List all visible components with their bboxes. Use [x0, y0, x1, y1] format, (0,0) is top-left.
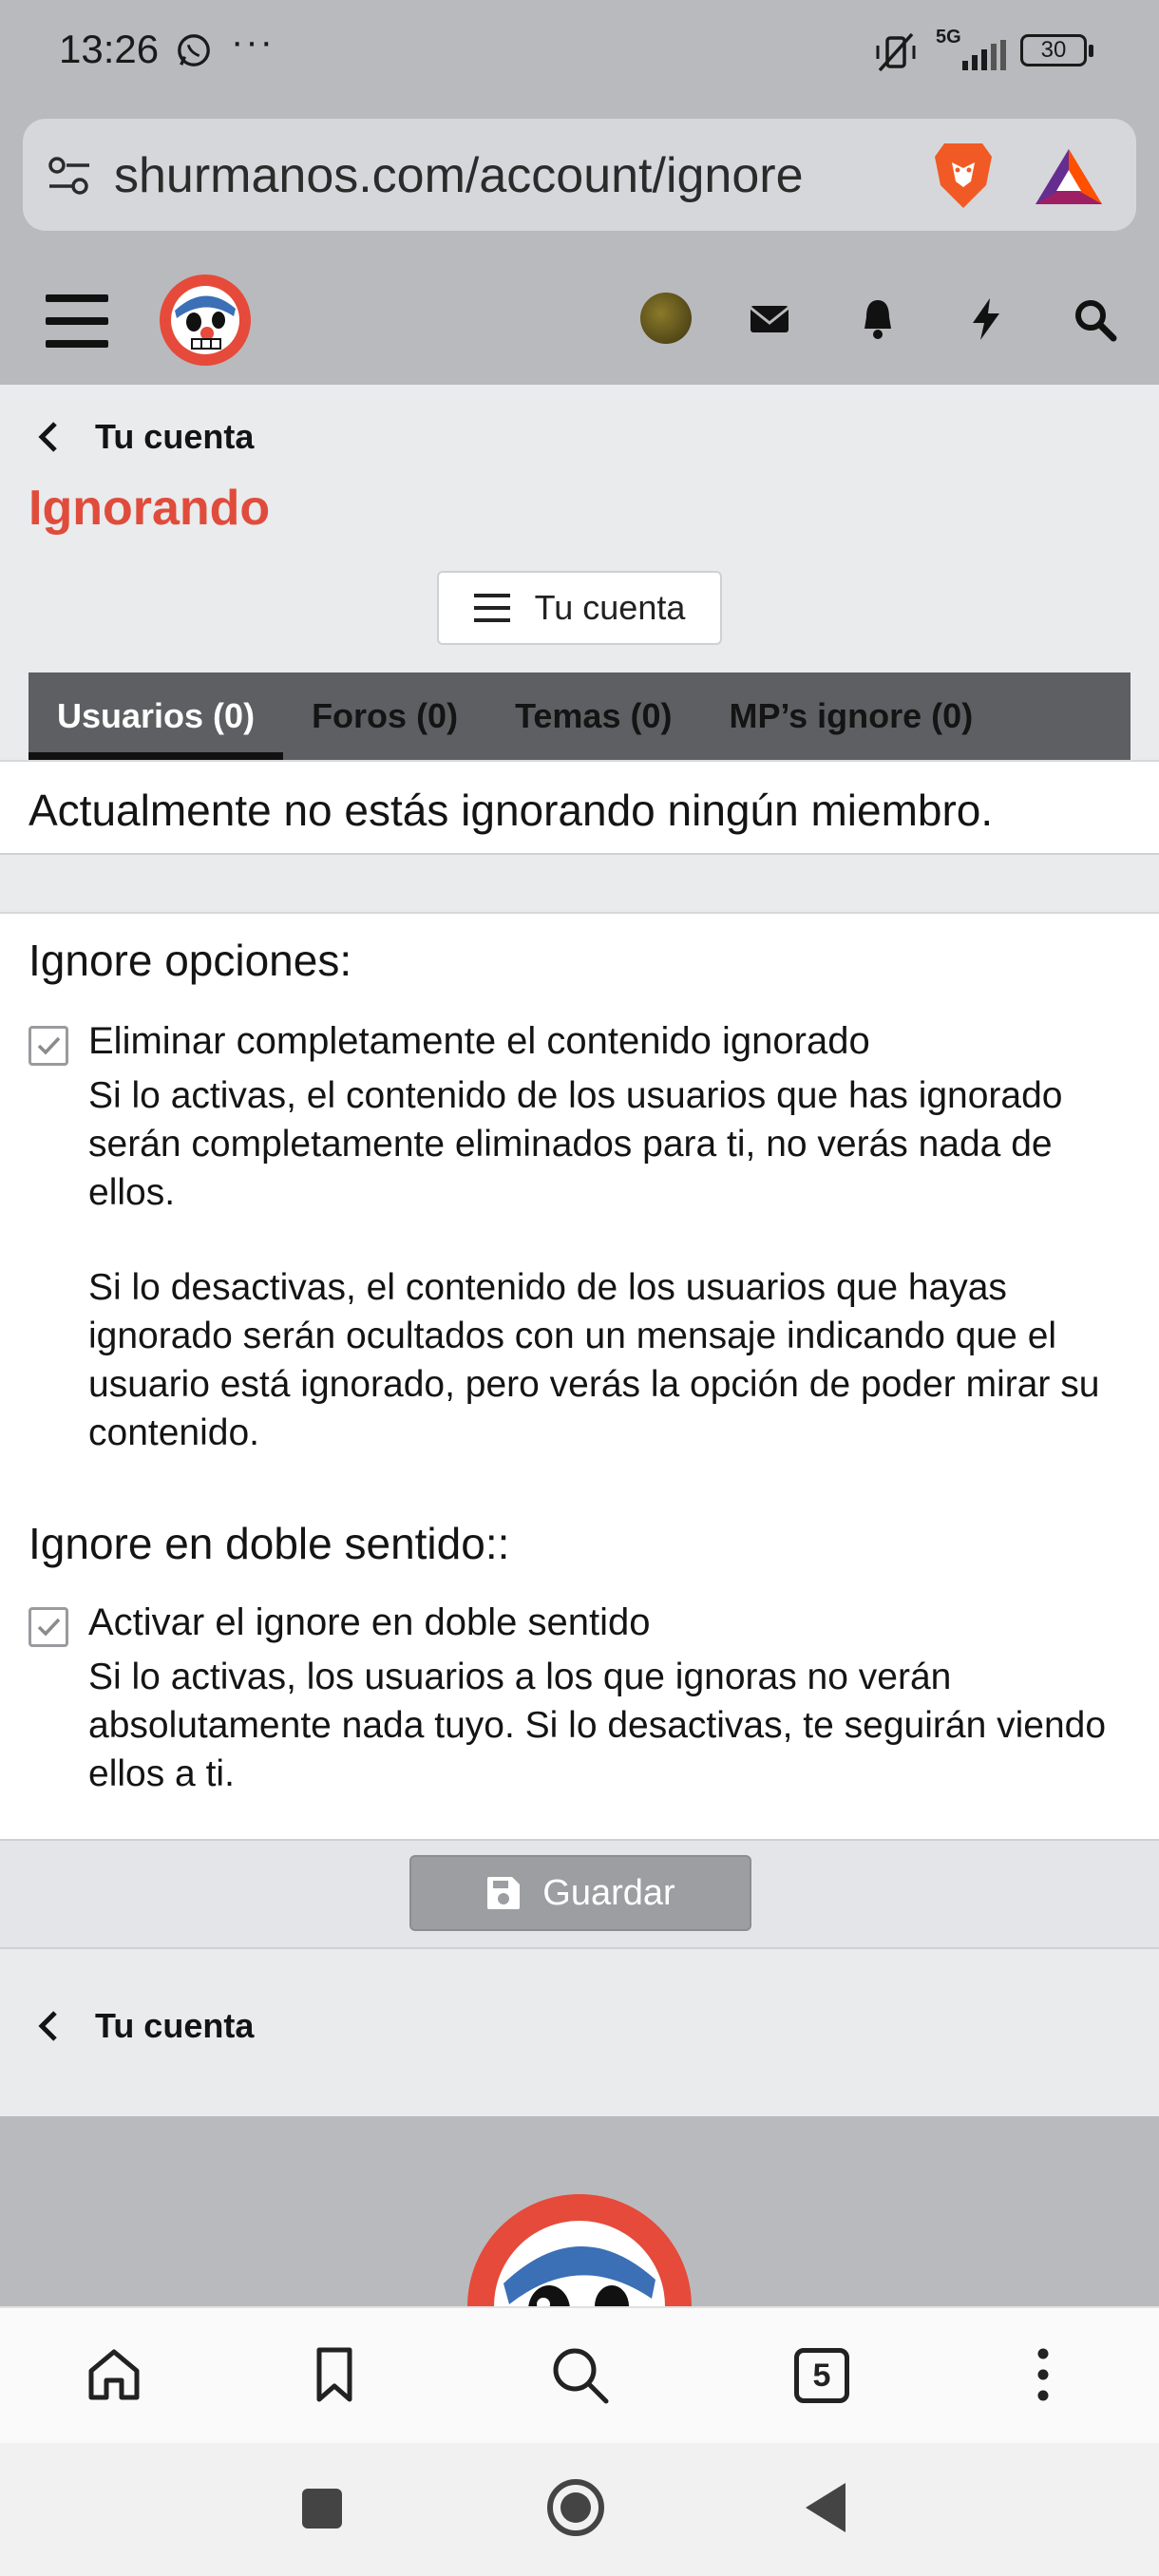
menu-icon[interactable]: [46, 294, 108, 348]
vibrate-off-icon: [872, 28, 920, 76]
double-ignore-heading: Ignore en doble sentido::: [28, 1519, 510, 1568]
double-ignore-checkbox[interactable]: [28, 1607, 68, 1647]
lightning-icon[interactable]: [963, 296, 1009, 342]
double-ignore-desc: Si lo activas, los usuarios a los que ignoras no verán absolutamente nada tuyo. Si lo desactivas, te seguirán viendo ellos a ti.: [88, 1657, 1107, 1794]
more-notifications-icon: ···: [231, 21, 275, 63]
recents-button[interactable]: [302, 2489, 342, 2529]
url-text[interactable]: shurmanos.com/account/ignore: [114, 148, 804, 203]
remove-ignored-label[interactable]: Eliminar completamente el contenido ignorado: [88, 1020, 870, 1062]
status-bar: [0, 0, 1159, 104]
site-logo[interactable]: [158, 273, 253, 368]
bookmark-icon[interactable]: [304, 2344, 365, 2405]
chevron-left-icon: [34, 2009, 63, 2043]
site-footer: [0, 2116, 1159, 2306]
more-options-icon[interactable]: [1013, 2344, 1074, 2405]
site-settings-icon[interactable]: [48, 155, 91, 197]
floppy-disk-icon: [485, 1875, 522, 1911]
back-button[interactable]: [806, 2483, 846, 2532]
options-heading: Ignore opciones:: [28, 936, 352, 985]
ignore-tabs: [28, 672, 1130, 760]
clock: 13:26: [59, 27, 160, 71]
system-navigation-bar: [0, 2443, 1159, 2576]
remove-ignored-desc-on: Si lo activas, el contenido de los usuarios que has ignorado serán completamente eliminados para ti, no verás nada de ellos.: [88, 1075, 1063, 1213]
home-icon[interactable]: [84, 2344, 144, 2405]
breadcrumb[interactable]: [34, 417, 254, 457]
home-button[interactable]: [547, 2479, 604, 2536]
remove-ignored-checkbox[interactable]: [28, 1026, 68, 1066]
inbox-icon[interactable]: [747, 296, 792, 342]
tab-switcher-button[interactable]: 5: [794, 2348, 849, 2403]
browser-toolbar: [0, 104, 1159, 247]
user-avatar[interactable]: [640, 293, 692, 344]
notice-text: Actualmente no estás ignorando ningún miembro.: [28, 786, 994, 835]
chevron-left-icon: [34, 420, 63, 454]
form-actions: [0, 1841, 1159, 1949]
tab-usuarios[interactable]: Usuarios (0): [28, 672, 283, 760]
page-header: [0, 385, 1159, 760]
account-menu-button[interactable]: Tu cuenta: [437, 571, 722, 645]
bottom-breadcrumb-link[interactable]: Tu cuenta: [95, 2006, 255, 2045]
ignore-options-form: [0, 912, 1159, 1841]
bottom-breadcrumb[interactable]: [34, 2006, 254, 2046]
whatsapp-icon: [176, 32, 212, 68]
empty-list-notice: [0, 760, 1159, 855]
search-icon[interactable]: [549, 2344, 610, 2405]
check-icon: [33, 1031, 64, 1061]
search-icon[interactable]: [1072, 296, 1117, 342]
tab-foros[interactable]: Foros (0): [312, 696, 459, 735]
tab-temas[interactable]: Temas (0): [515, 696, 673, 735]
signal-icon: 5G: [936, 27, 1007, 72]
breadcrumb-link[interactable]: Tu cuenta: [95, 417, 255, 456]
brave-rewards-icon[interactable]: [1034, 147, 1104, 206]
save-button[interactable]: Guardar: [409, 1855, 751, 1931]
page-title: Ignorando: [28, 481, 271, 536]
menu-icon: [474, 594, 510, 622]
browser-bottom-bar: [0, 2306, 1159, 2443]
bell-icon[interactable]: [855, 296, 901, 342]
battery-indicator: 30: [1020, 34, 1087, 66]
double-ignore-label[interactable]: Activar el ignore en doble sentido: [88, 1601, 651, 1643]
check-icon: [33, 1612, 64, 1642]
tab-mps-ignore[interactable]: MP’s ignore (0): [729, 696, 974, 735]
footer-logo: [466, 2192, 694, 2306]
remove-ignored-desc-off: Si lo desactivas, el contenido de los usuarios que hayas ignorado serán ocultados con un mensaje indicando que el usuario está ignorado, pero verás la opción de poder mirar su contenido.: [88, 1267, 1100, 1453]
bottom-breadcrumb-area: [0, 1949, 1159, 2116]
site-header: [0, 247, 1159, 385]
brave-shields-icon[interactable]: [931, 140, 996, 212]
address-bar[interactable]: [23, 119, 1136, 231]
